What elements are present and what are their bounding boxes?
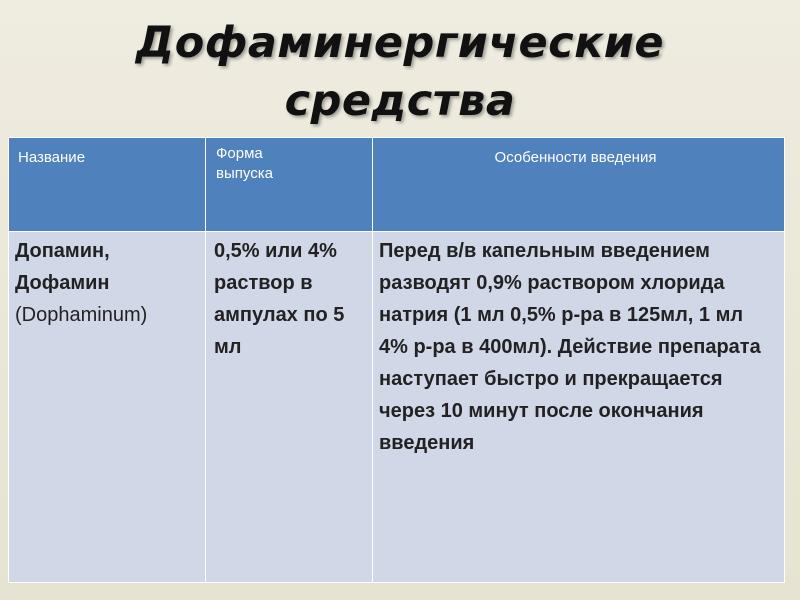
drug-latin-name: (Dophaminum) xyxy=(15,304,148,326)
header-notes-label: Особенности введения xyxy=(494,149,657,166)
administration-notes-text: Перед в/в капельным введением разводят 0,9% раствором хлорида натрия (1 мл 0,5% р-ра в 125мл, 1 мл 4% р-ра в 400мл). Действие препарата наступает быстро и прекращается через 10 минут после окончания введения xyxy=(379,240,761,454)
slide-title xyxy=(0,14,800,130)
header-form-label-line-2: выпуска xyxy=(216,165,273,182)
drug-name-line-2: Дофамин xyxy=(15,272,110,294)
header-form-label-line-1: Форма xyxy=(216,145,263,162)
dosage-form-text: 0,5% или 4% раствор в ампулах по 5 мл xyxy=(214,240,345,358)
table-row xyxy=(9,232,785,583)
drug-name-line-1: Допамин, xyxy=(15,240,110,262)
header-notes xyxy=(373,138,785,232)
header-form xyxy=(206,138,373,232)
slide-title-line-1: Дофаминергические xyxy=(135,18,665,68)
drug-table xyxy=(8,137,785,583)
cell-drug-name xyxy=(9,232,206,583)
slide-title-line-2: средства xyxy=(284,76,516,126)
header-name-label: Название xyxy=(18,149,86,166)
table-header-row xyxy=(9,138,785,232)
cell-dosage-form xyxy=(206,232,373,583)
header-name xyxy=(9,138,206,232)
cell-administration-notes xyxy=(373,232,785,583)
